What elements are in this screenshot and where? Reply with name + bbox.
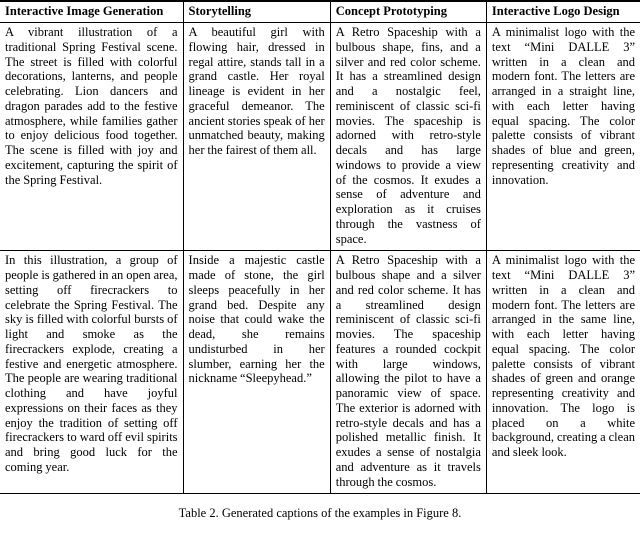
table-row — [0, 23, 640, 251]
table-header-row — [0, 1, 640, 23]
table-row — [0, 251, 640, 494]
column-header-concept-prototyping: Concept Prototyping — [330, 1, 486, 23]
column-header-interactive-logo-design: Interactive Logo Design — [486, 1, 640, 23]
column-header-interactive-image-generation: Interactive Image Generation — [0, 1, 183, 23]
table-caption: Table 2. Generated captions of the examples in Figure 8. — [178, 506, 462, 521]
table-cell: A minimalist logo with the text “Mini DALLE 3” written in a clean and modern font. The letters are arranged in the same line, with each letter having equal spacing. The color palette consists of vibrant shades of green and orange representing creativity and innovation. The logo is placed on a white background, creating a clean and sleek look. — [486, 251, 640, 494]
table-cell: A beautiful girl with flowing hair, dressed in regal attire, stands tall in a grand castle. Her royal lineage is evident in her graceful demeanor. The ancient stories speak of her unmatched beauty, making her the fairest of them all. — [183, 23, 330, 251]
column-header-storytelling: Storytelling — [183, 1, 330, 23]
table-cell: A vibrant illustration of a traditional Spring Festival scene. The street is filled with colorful decorations, lanterns, and people celebrating. Lion dancers and dragon parades add to the festive atmosphere, while families gather to enjoy delicious food together. The scene is filled with joy and excitement, capturing the spirit of the Spring Festival. — [0, 23, 183, 251]
table-cell: Inside a majestic castle made of stone, the girl sleeps peacefully in her grand bed. Despite any noise that could wake the dead, she remains undisturbed in her slumber, earning her the nickname “Sleepyhead.” — [183, 251, 330, 494]
table-cell: A Retro Spaceship with a bulbous shape and a silver and red color scheme. It has a streamlined design reminiscent of classic sci-fi movies. The spaceship features a rounded cockpit with large windows, allowing the pilot to have a panoramic view of space. The exterior is adorned with retro-style decals and has a polished metallic finish. It exudes a sense of nostalgia and adventure as it travels through the cosmos. — [330, 251, 486, 494]
table-cell: In this illustration, a group of people is gathered in an open area, setting off firecrackers to celebrate the Spring Festival. The sky is filled with colorful bursts of light and smoke as the firecrackers explode, creating a festive and energetic atmosphere. The people are wearing traditional clothing and have joyful expressions on their faces as they enjoy the tradition of setting off firecrackers to ward off evil spirits and bring good luck for the coming year. — [5, 253, 178, 474]
table-cell: A Retro Spaceship with a bulbous shape, fins, and a silver and red color scheme. It has a streamlined design and a nostalgic feel, reminiscent of classic sci-fi movies. The spaceship is adorned with retro-style decals and has large windows to provide a view of the cosmos. It exudes a sense of adventure and exploration as it cruises through the vastness of space. — [330, 23, 486, 251]
table-cell: A minimalist logo with the text “Mini DALLE 3” written in a clean and modern font. The letters are arranged in a straight line, with each letter having equal spacing. The color palette consists of vibrant shades of blue and green, representing creativity and innovation. — [486, 23, 640, 251]
